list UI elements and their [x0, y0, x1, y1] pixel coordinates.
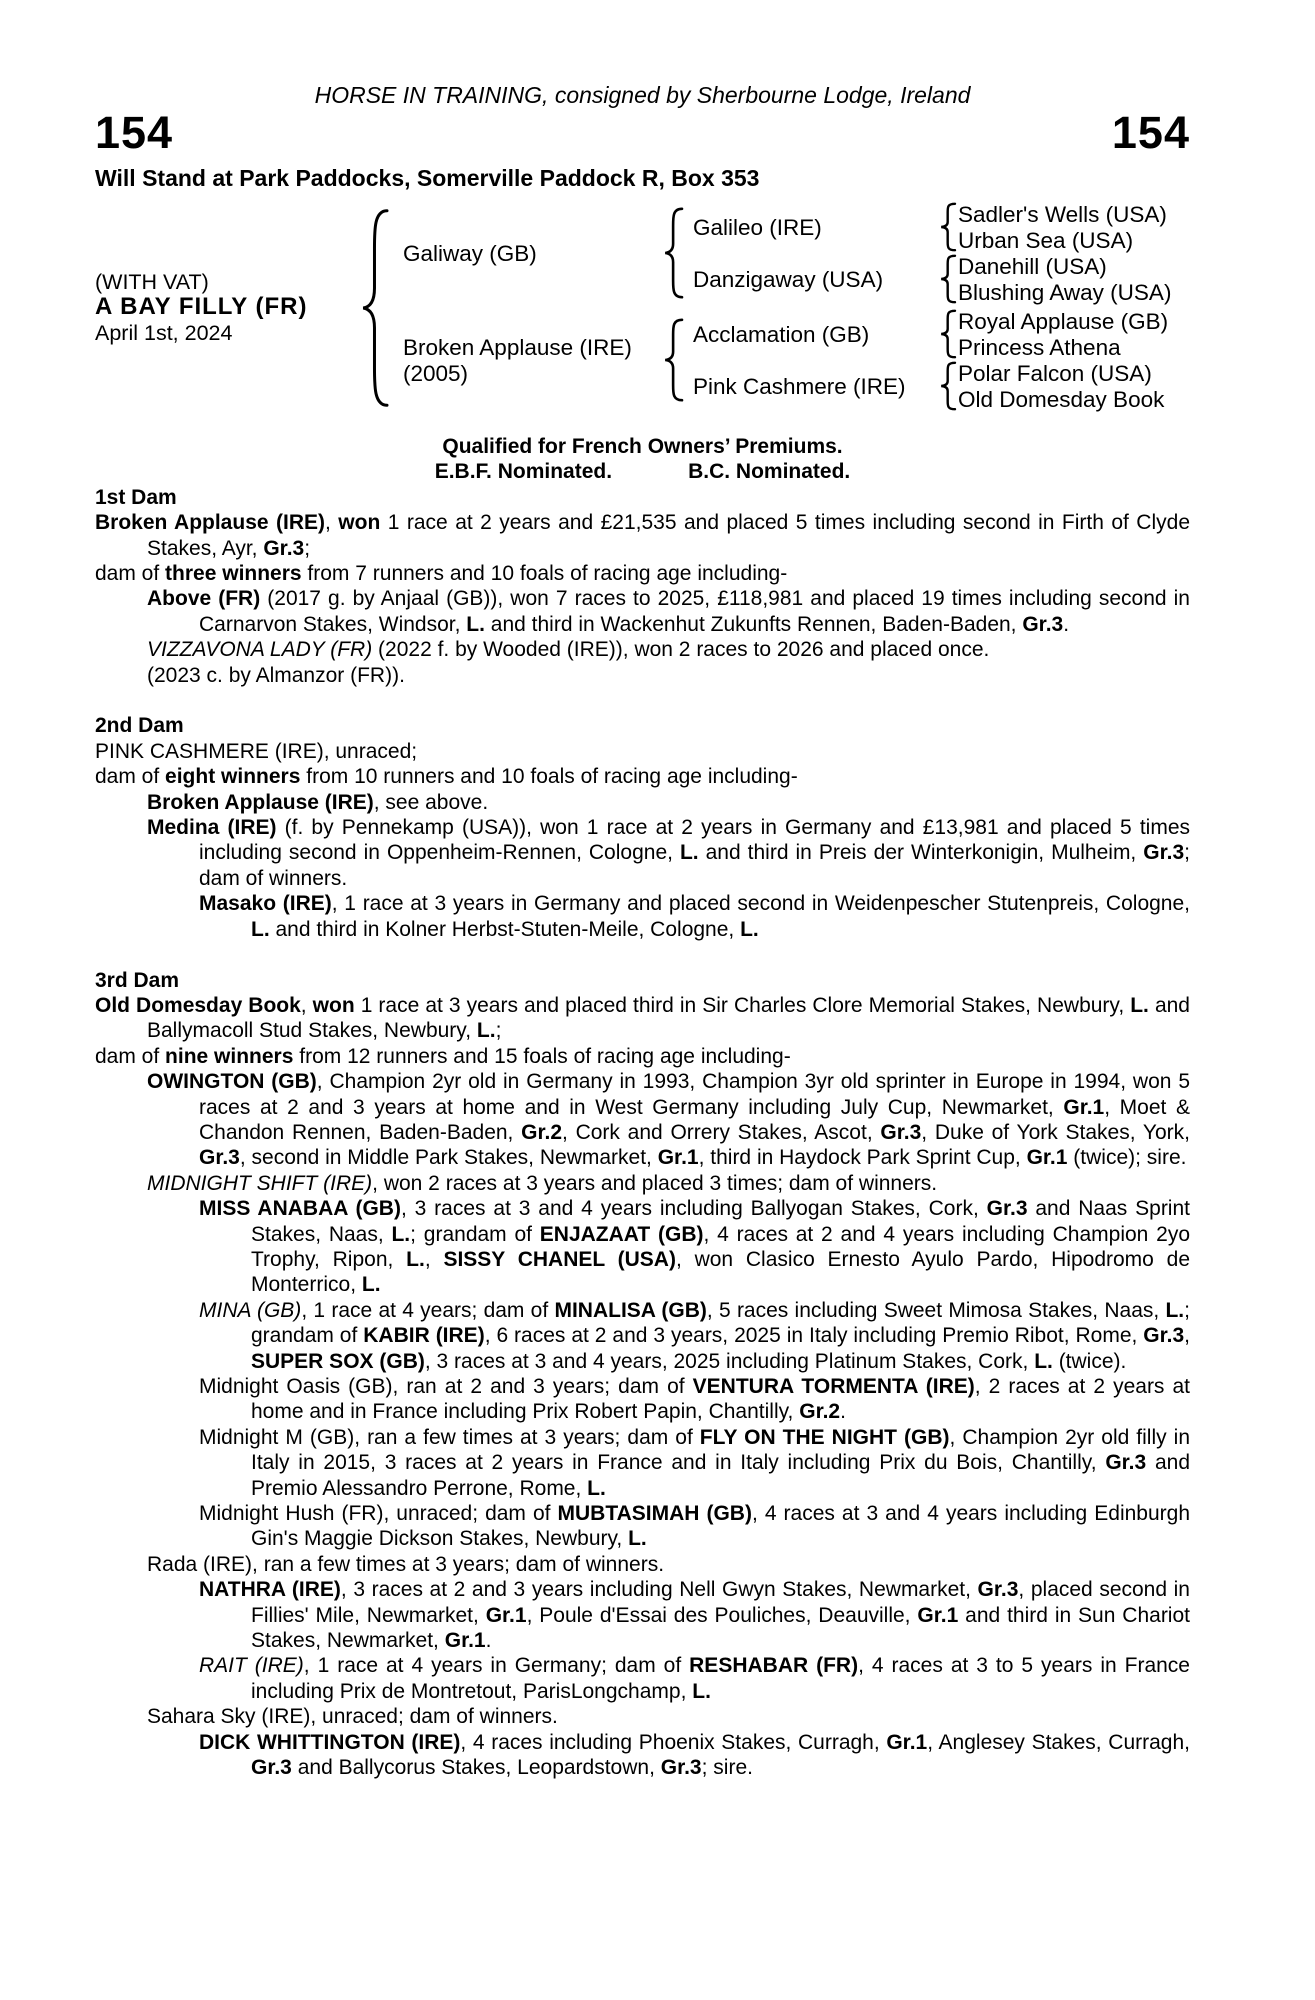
pedigree-entry: dam of eight winners from 10 runners and 10 foals of racing age including- [95, 765, 798, 789]
pedigree-ancestor: Old Domesday Book [958, 387, 1165, 412]
pedigree-sire: Galiway (GB) [403, 241, 537, 266]
pedigree-entry: (2023 c. by Almanzor (FR)). [147, 663, 405, 687]
pedigree-entry: MISS ANABAA (GB), 3 races at 3 and 4 years including Ballyogan Stakes, Cork, Gr.3 and Naas Sprint Stakes, Naas, L.; grandam of ENJAZAAT (GB), 4 races at 2 and 4 years including Champion 2yo Trophy, Ripon, L., SISSY CHANEL (USA), won Clasico Ernesto Ayulo Pardo, Hipodromo de Monterrico, L. [199, 1197, 1191, 1297]
pedigree-entry: Broken Applause (IRE), won 1 race at 2 years and £21,535 and placed 5 times including second in Firth of Clyde Stakes, Ayr, Gr.3; [95, 511, 1190, 560]
pedigree-gen3-brace-icon [940, 309, 956, 359]
lot-number-left: 154 [95, 107, 174, 158]
pedigree-entry: MINA (GB), 1 race at 4 years; dam of MINALISA (GB), 5 races including Sweet Mimosa Stakes, Naas, L.; grandam of KABIR (IRE), 6 races at 2 and 3 years, 2025 in Italy including Premio Ribot, Rome, Gr.3, SUPER SOX (GB), 3 races at 3 and 4 years, 2025 including Platinum Stakes, Cork, L. (twice). [199, 1298, 1190, 1373]
pedigree-ancestor: Polar Falcon (USA) [958, 361, 1152, 386]
pedigree-sire-sire: Galileo (IRE) [693, 215, 822, 240]
pedigree-entry: DICK WHITTINGTON (IRE), 4 races including Phoenix Stakes, Curragh, Gr.1, Anglesey Stakes, Curragh, Gr.3 and Ballycorus Stakes, Leopardstown, Gr.3; sire. [199, 1730, 1190, 1780]
pedigree-ancestor: Princess Athena [958, 335, 1121, 360]
pedigree-gen3-brace-icon [940, 202, 956, 252]
pedigree-sire-brace-icon [664, 207, 683, 299]
pedigree-gen3-brace-icon [940, 254, 956, 304]
pedigree-entry: Sahara Sky (IRE), unraced; dam of winners. [147, 1705, 558, 1729]
foaling-date: April 1st, 2024 [95, 321, 233, 345]
dam-section-heading: 1st Dam [95, 485, 177, 509]
bc-nominated: B.C. Nominated. [688, 460, 851, 484]
pedigree-dam-dam: Pink Cashmere (IRE) [693, 374, 906, 399]
horse-name: A BAY FILLY (FR) [95, 293, 308, 320]
pedigree-entry: Masako (IRE), 1 race at 3 years in Germany and placed second in Weidenpescher Stutenpreis, Cologne, L. and third in Kolner Herbst-Stuten-Meile, Cologne, L. [199, 892, 1190, 941]
pedigree-ancestor: Royal Applause (GB) [958, 309, 1169, 334]
pedigree-entry: VIZZAVONA LADY (FR) (2022 f. by Wooded (IRE)), won 2 races to 2026 and placed once. [147, 638, 990, 662]
pedigree-entry: MIDNIGHT SHIFT (IRE), won 2 races at 3 years and placed 3 times; dam of winners. [147, 1171, 938, 1195]
pedigree-entry: Above (FR) (2017 g. by Anjaal (GB)), won 7 races to 2025, £118,981 and placed 19 times including second in Carnarvon Stakes, Windsor, L. and third in Wackenhut Zukunfts Rennen, Baden-Baden, Gr.3. [147, 587, 1190, 636]
pedigree-gen3-brace-icon [940, 361, 956, 411]
pedigree-ancestor: Danehill (USA) [958, 254, 1107, 279]
nomination-row [95, 459, 1190, 484]
dam-section-heading: 2nd Dam [95, 714, 184, 738]
pedigree-entry: Midnight Oasis (GB), ran at 2 and 3 years; dam of VENTURA TORMENTA (IRE), 2 races at 2 years at home and in France including Prix Robert Papin, Chantilly, Gr.2. [199, 1375, 1191, 1424]
pedigree-entry: Midnight Hush (FR), unraced; dam of MUBTASIMAH (GB), 4 races at 3 and 4 years including Edinburgh Gin's Maggie Dickson Stakes, Newbury, L. [199, 1502, 1190, 1551]
pedigree-ancestor: Blushing Away (USA) [958, 280, 1172, 305]
pedigree-dam-year: (2005) [403, 361, 469, 386]
pedigree-entry: dam of three winners from 7 runners and 10 foals of racing age including- [95, 562, 788, 586]
pedigree-dam-sire: Acclamation (GB) [693, 322, 870, 347]
dam-sections [95, 485, 1190, 1781]
catalogue-text [95, 434, 1190, 1781]
ebf-nominated: E.B.F. Nominated. [434, 460, 613, 484]
pedigree-entry: PINK CASHMERE (IRE), unraced; [95, 739, 418, 763]
pedigree-entry: Broken Applause (IRE), see above. [147, 790, 489, 814]
lot-number-right: 154 [1111, 107, 1190, 158]
pedigree-sire-dam: Danzigaway (USA) [693, 267, 884, 292]
pedigree-entry: dam of nine winners from 12 runners and 15 foals of racing age including- [95, 1044, 791, 1068]
pedigree-dam: Broken Applause (IRE) [403, 335, 632, 360]
pedigree-entry: Midnight M (GB), ran a few times at 3 years; dam of FLY ON THE NIGHT (GB), Champion 2yr old filly in Italy in 2015, 3 races at 2 years in France and in Italy including Prix du Bois, Chantilly, Gr.3 and Premio Alessandro Perrone, Rome, L. [199, 1425, 1190, 1500]
pedigree-main-brace-icon [362, 209, 388, 407]
pedigree-ancestor: Urban Sea (USA) [958, 228, 1134, 253]
pedigree-entry: Medina (IRE) (f. by Pennekamp (USA)), won 1 race at 2 years in Germany and £13,981 and placed 5 times including second in Oppenheim-Rennen, Cologne, L. and third in Preis der Winterkonigin, Mulheim, Gr.3; dam of winners. [147, 816, 1191, 890]
pedigree-entry: NATHRA (IRE), 3 races at 2 and 3 years including Nell Gwyn Stakes, Newmarket, Gr.3, placed second in Fillies' Mile, Newmarket, Gr.1, Poule d'Essai des Pouliches, Deauville, Gr.1 and third in Sun Chariot Stakes, Newmarket, Gr.1. [199, 1578, 1190, 1653]
vat-note: (WITH VAT) [95, 270, 209, 294]
pedigree-ancestor: Sadler's Wells (USA) [958, 202, 1167, 227]
pedigree-entry: OWINGTON (GB), Champion 2yr old in Germany in 1993, Champion 3yr old sprinter in Europe in 1994, won 5 races at 2 and 3 years at home and in West Germany including July Cup, Newmarket, Gr.1, Moet & Chandon Rennen, Baden-Baden, Gr.2, Cork and Orrery Stakes, Ascot, Gr.3, Duke of York Stakes, York, Gr.3, second in Middle Park Stakes, Newmarket, Gr.1, third in Haydock Park Sprint Cup, Gr.1 (twice); sire. [147, 1070, 1190, 1170]
pedigree-entry: Rada (IRE), ran a few times at 3 years; dam of winners. [147, 1552, 665, 1576]
consignment-line: HORSE IN TRAINING, consigned by Sherbourne Lodge, Ireland [314, 82, 971, 108]
pedigree-entry: Old Domesday Book, won 1 race at 3 years and placed third in Sir Charles Clore Memorial Stakes, Newbury, L. and Ballymacoll Stud Stakes, Newbury, L.; [95, 993, 1190, 1043]
pedigree-dam-brace-icon [664, 318, 683, 402]
premium-qualification: Qualified for French Owners’ Premiums. [442, 435, 843, 458]
stand-location-line: Will Stand at Park Paddocks, Somerville Paddock R, Box 353 [95, 165, 760, 191]
pedigree-entry: RAIT (IRE), 1 race at 4 years in Germany; dam of RESHABAR (FR), 4 races at 3 to 5 years in France including Prix de Montretout, ParisLongchamp, L. [199, 1654, 1190, 1703]
dam-section-heading: 3rd Dam [95, 968, 180, 992]
